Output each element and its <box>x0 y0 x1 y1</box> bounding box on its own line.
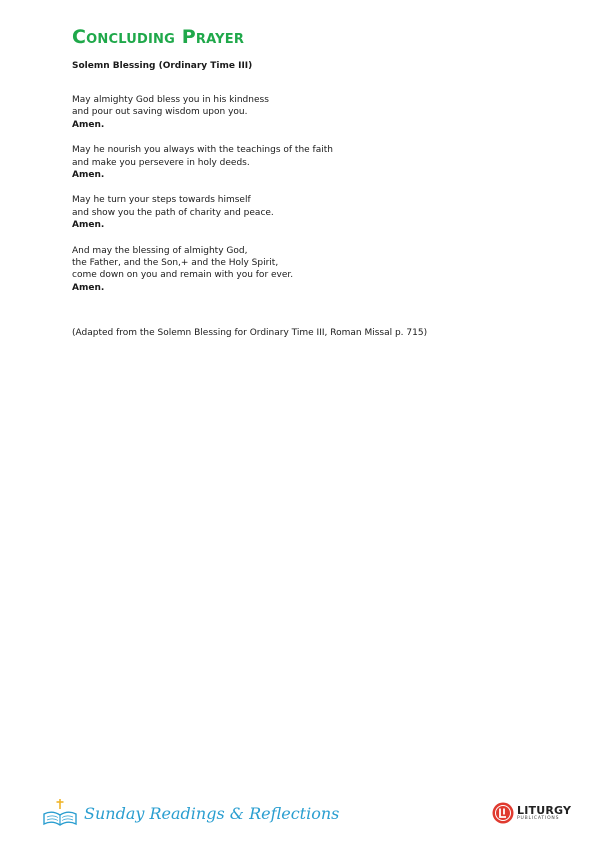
stanza <box>72 194 512 231</box>
open-book-cross-icon <box>42 798 78 828</box>
publisher-logo <box>492 802 571 824</box>
amen-response: Amen. <box>72 170 105 181</box>
page-title: Concluding Prayer <box>72 26 245 48</box>
stanza <box>72 144 512 181</box>
publisher-name: LITURGY <box>517 803 572 817</box>
stanza-line: come down on you and remain with you for ever. <box>72 270 294 281</box>
stanza-line: and make you persevere in holy deeds. <box>72 157 250 168</box>
source-note: (Adapted from the Solemn Blessing for Ordinary Time III, Roman Missal p. 715) <box>72 328 428 338</box>
amen-response: Amen. <box>72 119 105 130</box>
stanza-line: May he turn your steps towards himself <box>72 195 251 206</box>
stanza-line: the Father, and the Son,+ and the Holy Spirit, <box>72 258 279 269</box>
brand-name: Sunday Readings & Reflections <box>84 803 340 823</box>
stanza-line: And may the blessing of almighty God, <box>72 245 248 256</box>
stanza <box>72 94 512 131</box>
stanza <box>72 245 512 295</box>
stanza-line: May almighty God bless you in his kindness <box>72 95 269 105</box>
amen-response: Amen. <box>72 220 105 231</box>
prayer-subtitle: Solemn Blessing (Ordinary Time III) <box>72 61 253 71</box>
stanza-line: May he nourish you always with the teachings of the faith <box>72 145 333 156</box>
publisher-subtitle: PUBLICATIONS <box>517 815 560 821</box>
footer-brand <box>42 796 339 830</box>
liturgy-logo-icon <box>492 802 514 824</box>
stanza-line: and show you the path of charity and peace. <box>72 207 274 218</box>
stanza-line: and pour out saving wisdom upon you. <box>72 107 248 118</box>
blessing-text <box>72 94 512 307</box>
amen-response: Amen. <box>72 282 105 293</box>
